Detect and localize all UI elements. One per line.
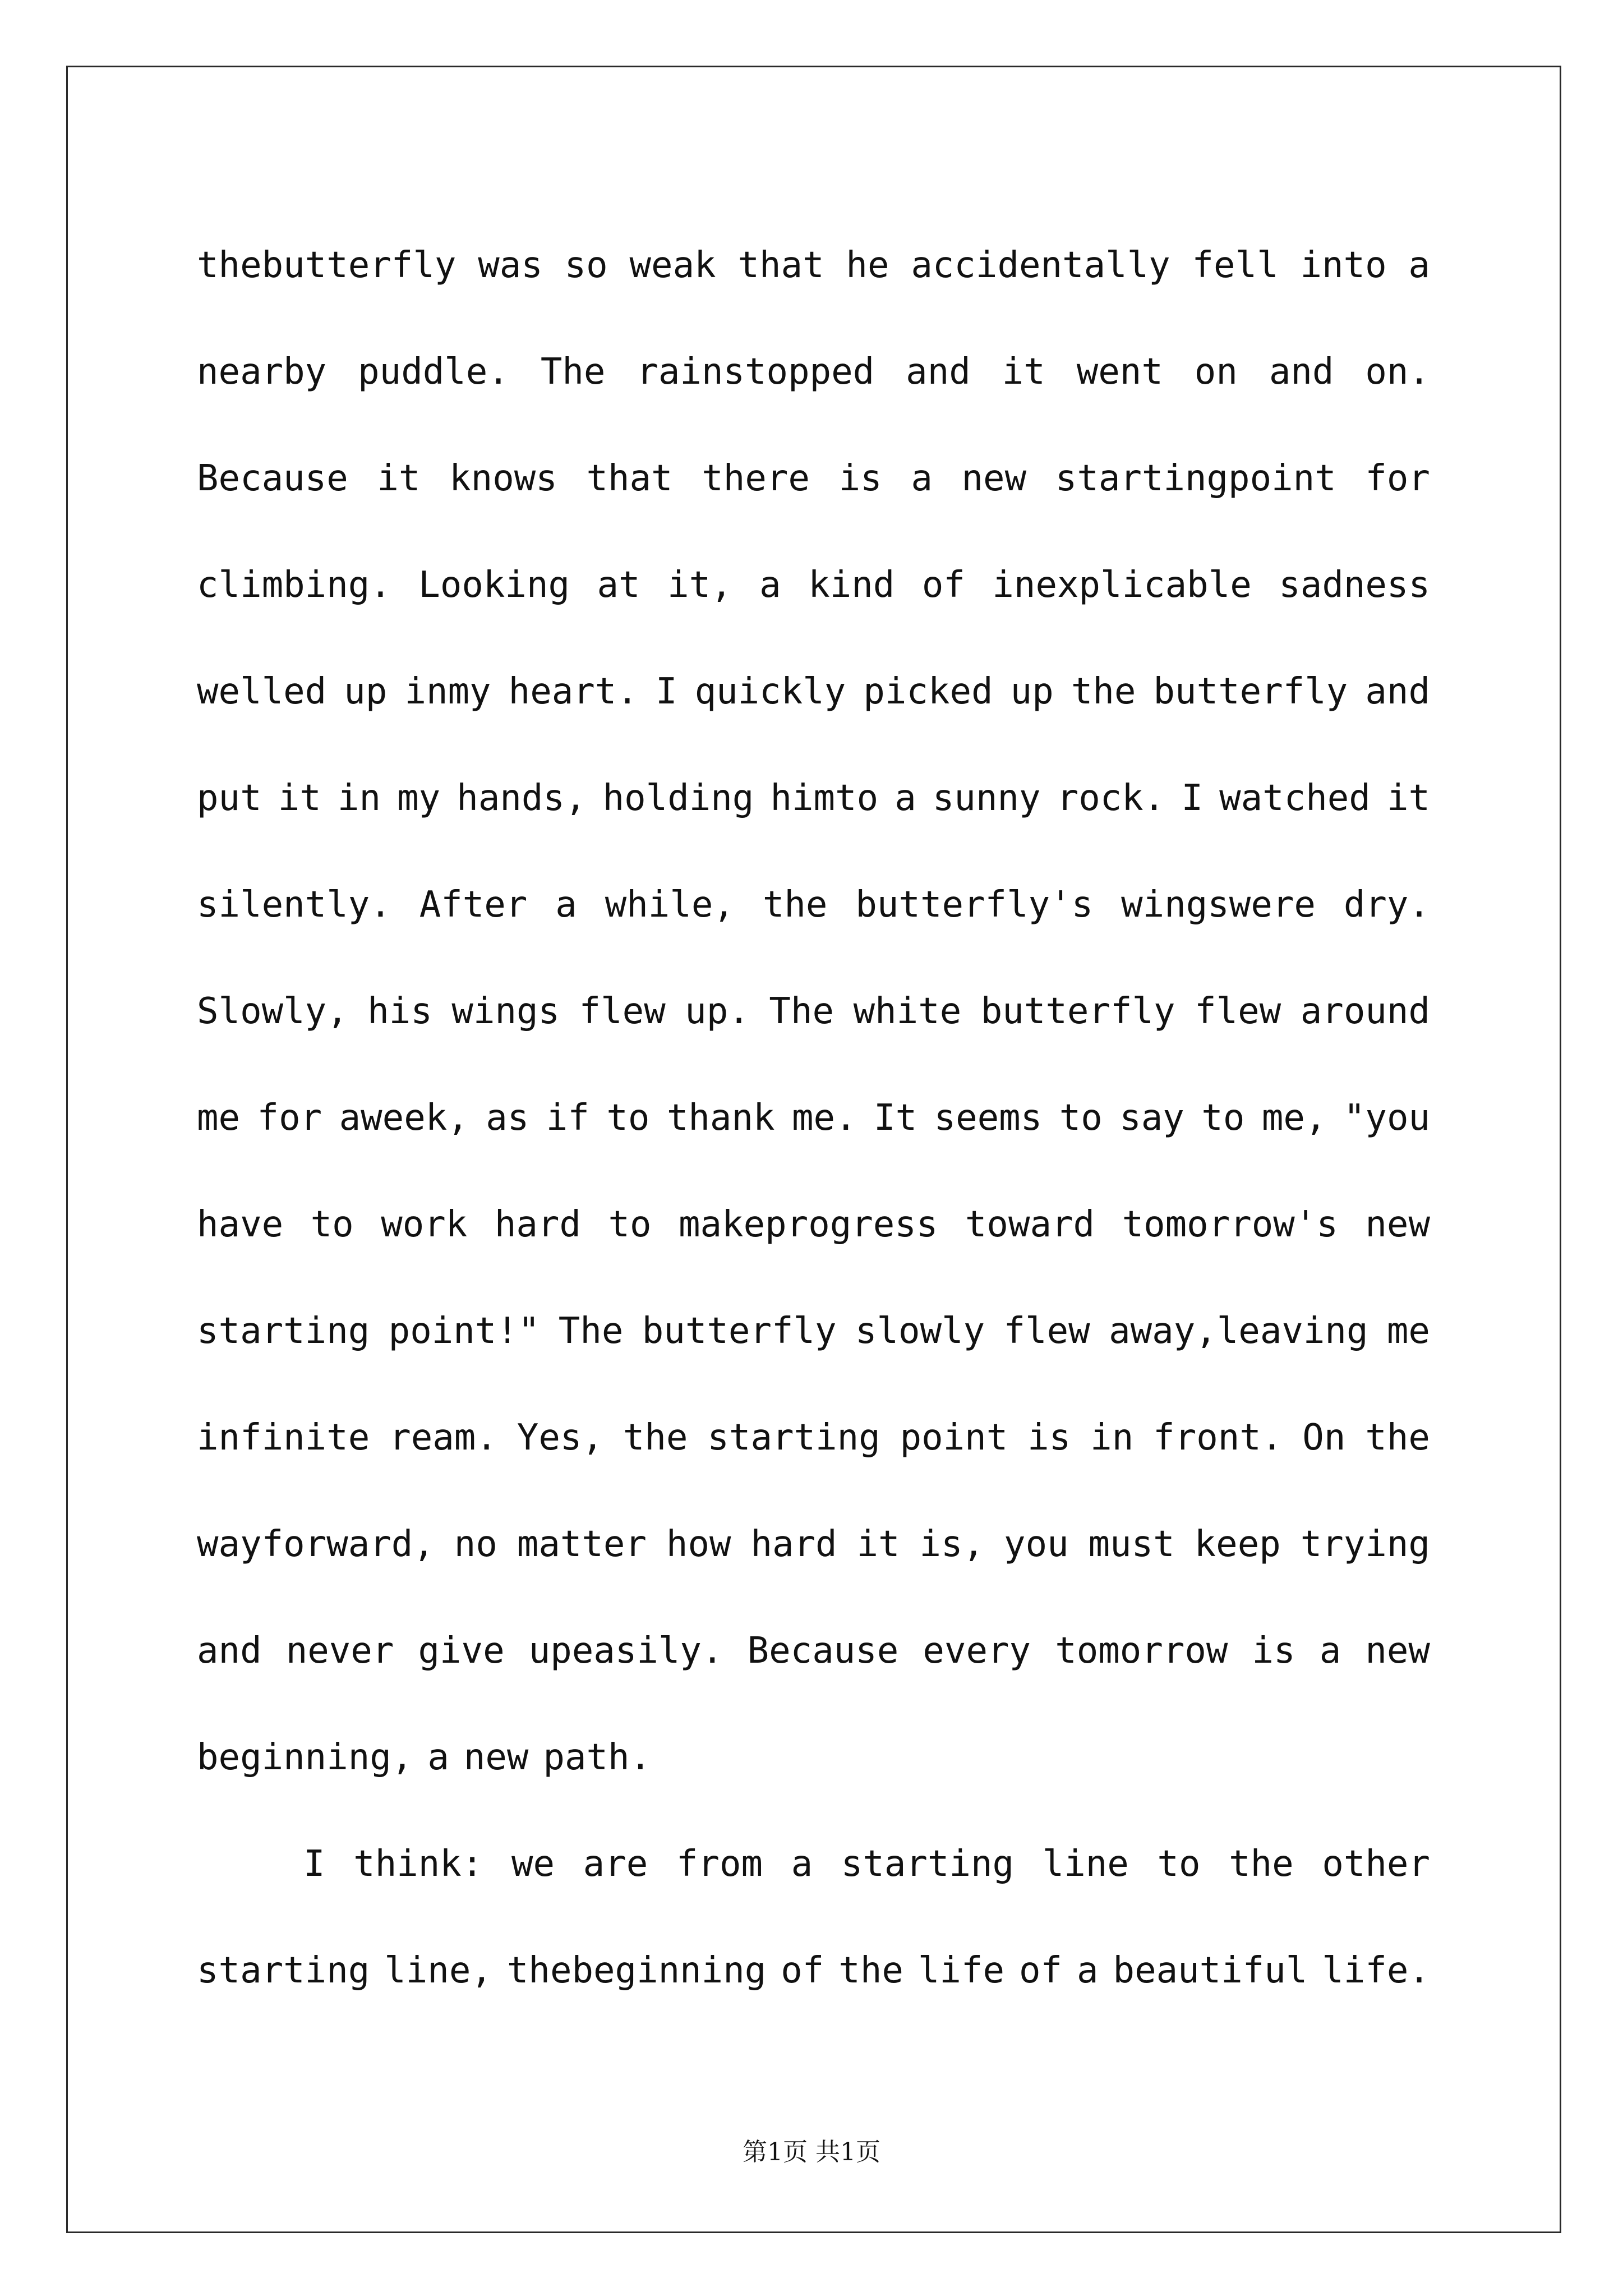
text-line	[197, 745, 1430, 852]
word: it	[1002, 351, 1045, 393]
word: put	[197, 777, 262, 819]
word: aweek,	[339, 1097, 469, 1139]
word: and	[197, 1630, 262, 1672]
word: a	[1408, 245, 1430, 286]
word: the	[838, 1950, 903, 1991]
word: and	[906, 351, 971, 393]
word: quickly	[694, 671, 846, 712]
word: into	[1300, 245, 1387, 286]
text-line	[197, 532, 1430, 638]
word: me.	[791, 1097, 857, 1139]
word: other	[1322, 1843, 1430, 1885]
word: matter	[517, 1524, 647, 1565]
word: and	[1269, 351, 1334, 393]
word: as	[486, 1097, 529, 1139]
text-line	[197, 1598, 1430, 1704]
word: a	[895, 777, 916, 819]
word: wings	[451, 991, 560, 1032]
word: line	[1042, 1843, 1129, 1885]
word: The	[540, 351, 606, 393]
word: starting	[197, 1310, 370, 1352]
word: flew	[1195, 991, 1281, 1032]
word: we	[511, 1843, 555, 1885]
word: for	[1365, 458, 1430, 499]
word: I	[303, 1843, 325, 1885]
word: of	[921, 564, 965, 606]
word: you	[1004, 1524, 1069, 1565]
word: beginning,	[197, 1737, 413, 1778]
word: line,	[384, 1950, 492, 1991]
word: new	[1365, 1204, 1430, 1245]
word: dry.	[1343, 884, 1430, 926]
word: flew	[1003, 1310, 1090, 1352]
word: think:	[353, 1843, 483, 1885]
word: I	[1181, 777, 1203, 819]
word: are	[583, 1843, 648, 1885]
word: watched	[1219, 777, 1371, 819]
word: inexplicable	[992, 564, 1252, 606]
word: accidentally	[911, 245, 1170, 286]
word: Looking	[418, 564, 570, 606]
word: say	[1119, 1097, 1184, 1139]
word: give	[418, 1630, 505, 1672]
word: if	[546, 1097, 589, 1139]
text-line	[197, 1384, 1430, 1491]
word: infinite	[197, 1417, 370, 1458]
text-line	[197, 1704, 1430, 1811]
word: welled	[197, 671, 327, 712]
word: It	[874, 1097, 917, 1139]
word: knows	[449, 458, 557, 499]
word: thank	[666, 1097, 775, 1139]
word: to	[608, 1204, 652, 1245]
word: starting	[707, 1417, 880, 1458]
word: rainstopped	[637, 351, 875, 393]
word: trying	[1300, 1524, 1430, 1565]
word: the	[623, 1417, 688, 1458]
word: is,	[919, 1524, 985, 1565]
word: there	[702, 458, 810, 499]
word: toward	[965, 1204, 1095, 1245]
word: rock.	[1057, 777, 1165, 819]
word: went	[1076, 351, 1163, 393]
word: Because	[747, 1630, 899, 1672]
word: thebutterfly	[197, 245, 457, 286]
word: new	[463, 1737, 529, 1778]
text-line	[197, 1917, 1430, 2024]
word: me	[1386, 1310, 1430, 1352]
word: hard	[750, 1524, 837, 1565]
word: me,	[1261, 1097, 1327, 1139]
word: never	[285, 1630, 394, 1672]
word: "you	[1343, 1097, 1430, 1139]
word: butterfly's	[855, 884, 1094, 926]
word: fell	[1192, 245, 1279, 286]
word: After	[419, 884, 528, 926]
text-line	[197, 425, 1430, 532]
word: front.	[1153, 1417, 1283, 1458]
word: from	[676, 1843, 763, 1885]
word: picked	[863, 671, 993, 712]
word: climbing.	[197, 564, 391, 606]
word: inmy	[404, 671, 491, 712]
word: the	[762, 884, 828, 926]
word: while,	[605, 884, 735, 926]
word: and	[1365, 671, 1430, 712]
word: have	[197, 1204, 284, 1245]
word: life.	[1322, 1950, 1430, 1991]
text-line	[197, 958, 1430, 1065]
word: on	[1194, 351, 1238, 393]
word: tomorrow	[1055, 1630, 1228, 1672]
word: my	[397, 777, 441, 819]
word: in	[1090, 1417, 1134, 1458]
text-line	[197, 1491, 1430, 1598]
word: his	[367, 991, 432, 1032]
word: up	[1010, 671, 1054, 712]
word: seems	[934, 1097, 1043, 1139]
word: no	[454, 1524, 497, 1565]
document-body	[197, 212, 1430, 2024]
text-line	[197, 1278, 1430, 1384]
word: hands,	[457, 777, 587, 819]
word: a	[427, 1737, 449, 1778]
word: slowly	[855, 1310, 985, 1352]
word: was	[478, 245, 543, 286]
word: to	[1059, 1097, 1103, 1139]
word: it,	[667, 564, 732, 606]
word: makeprogress	[679, 1204, 938, 1245]
word: is	[1027, 1417, 1071, 1458]
word: in	[337, 777, 381, 819]
word: me	[197, 1097, 241, 1139]
word: is	[838, 458, 882, 499]
word: it	[856, 1524, 900, 1565]
word: new	[961, 458, 1027, 499]
word: On	[1302, 1417, 1346, 1458]
text-line	[197, 1065, 1430, 1171]
word: of	[781, 1950, 824, 1991]
word: of	[1018, 1950, 1063, 1991]
word: to	[1157, 1843, 1201, 1885]
word: Slowly,	[197, 991, 348, 1032]
word: hard	[494, 1204, 581, 1245]
page-footer: 第1页 共1页	[743, 2138, 880, 2166]
word: to	[606, 1097, 650, 1139]
word: I	[655, 671, 677, 712]
word: startingpoint	[1055, 458, 1336, 499]
word: life	[917, 1950, 1004, 1991]
word: silently.	[197, 884, 391, 926]
word: on.	[1365, 351, 1430, 393]
word: a	[555, 884, 577, 926]
word: Yes,	[517, 1417, 603, 1458]
word: a	[791, 1843, 813, 1885]
word: wingswere	[1121, 884, 1316, 926]
word: path.	[543, 1737, 652, 1778]
word: every	[923, 1630, 1031, 1672]
word: The	[769, 991, 834, 1032]
word: that	[586, 458, 673, 499]
word: point!"	[388, 1310, 540, 1352]
word: at	[597, 564, 640, 606]
word: the	[1071, 671, 1136, 712]
word: starting	[841, 1843, 1015, 1885]
word: to	[310, 1204, 354, 1245]
word: butterfly	[980, 991, 1175, 1032]
word: around	[1300, 991, 1430, 1032]
word: point	[900, 1417, 1008, 1458]
word: puddle.	[358, 351, 509, 393]
word: white	[853, 991, 962, 1032]
word: flew	[579, 991, 666, 1032]
word: new	[1365, 1630, 1430, 1672]
word: a	[1319, 1630, 1341, 1672]
word: a	[1077, 1950, 1099, 1991]
word: tomorrow's	[1122, 1204, 1338, 1245]
text-line	[197, 319, 1430, 425]
text-line	[197, 212, 1430, 319]
word: a	[911, 458, 933, 499]
word: is	[1252, 1630, 1295, 1672]
text-line	[197, 638, 1430, 745]
word: weak	[629, 245, 716, 286]
word: the	[1365, 1417, 1430, 1458]
word: butterfly	[1153, 671, 1348, 712]
text-line	[197, 852, 1430, 958]
word: work	[381, 1204, 468, 1245]
word: sunny	[932, 777, 1041, 819]
word: butterfly	[642, 1310, 837, 1352]
word: kind	[808, 564, 895, 606]
word: a	[759, 564, 781, 606]
word: beautiful	[1113, 1950, 1308, 1991]
word: it	[1386, 777, 1430, 819]
word: sadness	[1279, 564, 1430, 606]
word: he	[846, 245, 889, 286]
word: nearby	[197, 351, 327, 393]
text-line	[197, 1171, 1430, 1278]
word: up	[344, 671, 388, 712]
word: the	[1229, 1843, 1294, 1885]
word: up.	[685, 991, 750, 1032]
word: that	[737, 245, 824, 286]
word: for	[257, 1097, 322, 1139]
word: wayforward,	[197, 1524, 435, 1565]
word: keep	[1194, 1524, 1281, 1565]
word: upeasily.	[528, 1630, 723, 1672]
word: must	[1088, 1524, 1175, 1565]
text-line	[197, 1811, 1430, 1917]
word: heart.	[508, 671, 638, 712]
word: ream.	[389, 1417, 497, 1458]
word: himto	[770, 777, 879, 819]
word: The	[558, 1310, 624, 1352]
word: it	[278, 777, 321, 819]
word: starting	[197, 1950, 370, 1991]
word: it	[377, 458, 421, 499]
word: thebeginning	[506, 1950, 767, 1991]
word: holding	[602, 777, 754, 819]
word: to	[1201, 1097, 1245, 1139]
word: so	[564, 245, 608, 286]
word: away,leaving	[1109, 1310, 1368, 1352]
word: how	[666, 1524, 731, 1565]
word: Because	[197, 458, 348, 499]
